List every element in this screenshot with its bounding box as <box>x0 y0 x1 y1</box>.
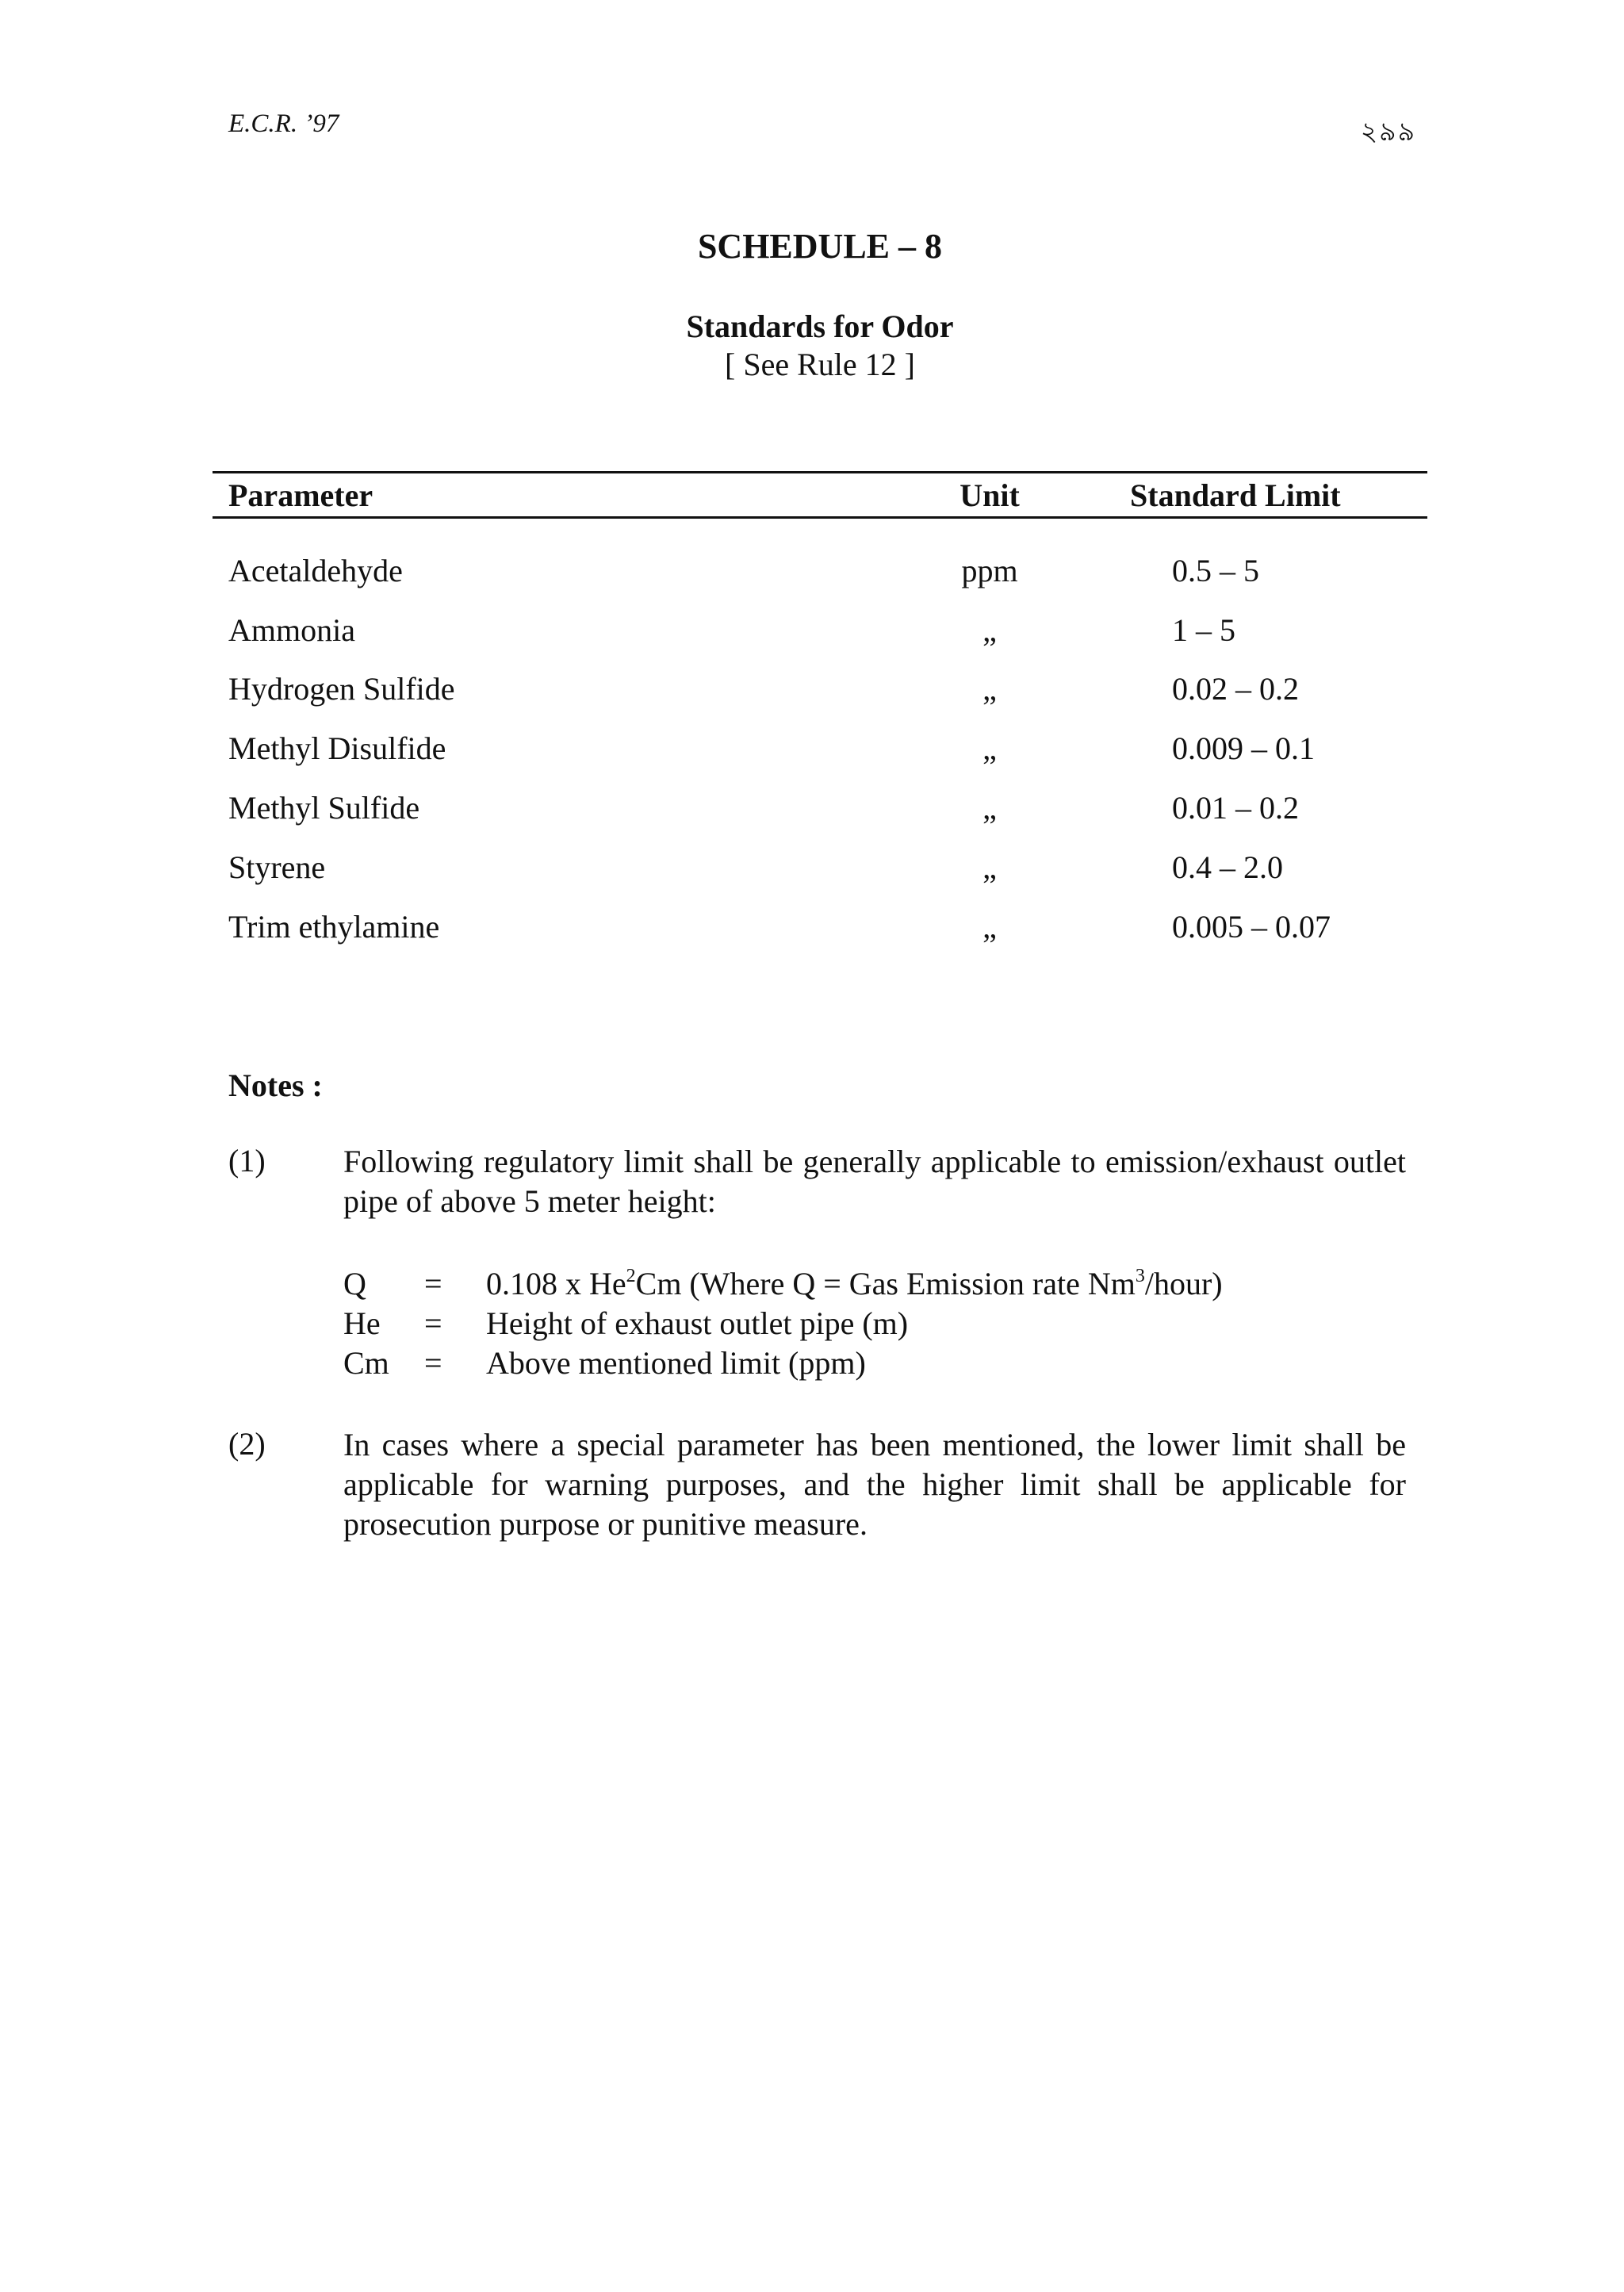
rule-reference: [ See Rule 12 ] <box>725 347 915 382</box>
notes-heading: Notes : <box>228 1067 323 1103</box>
unit-cell: „ <box>982 671 997 707</box>
note-number: (2) <box>228 1426 266 1462</box>
formula-part: /hour) <box>1144 1266 1223 1301</box>
page-number: ২৯৯ <box>1360 118 1416 147</box>
table-row <box>213 552 1427 592</box>
limit-cell: 0.005 – 0.07 <box>1172 909 1331 945</box>
table-body <box>213 519 1427 963</box>
limit-cell: 0.4 – 2.0 <box>1172 849 1283 885</box>
schedule-subtitle: Standards for Odor <box>686 309 954 344</box>
equals-sign: = <box>424 1305 442 1341</box>
note-text: Following regulatory limit shall be generally applicable to emission/exhaust outlet pipe of above 5 meter height: <box>343 1144 1406 1219</box>
equation-symbol: Cm <box>343 1345 389 1381</box>
parameter-cell: Styrene <box>228 849 326 885</box>
table-row <box>213 908 1427 948</box>
parameter-cell: Hydrogen Sulfide <box>228 671 455 707</box>
unit-cell: „ <box>982 790 997 826</box>
superscript: 2 <box>626 1266 636 1286</box>
limit-cell: 0.02 – 0.2 <box>1172 671 1299 707</box>
equation-symbol: He <box>343 1305 381 1341</box>
formula-part: Cm (Where Q = Gas Emission rate Nm <box>635 1266 1136 1301</box>
limit-cell: 0.009 – 0.1 <box>1172 730 1315 766</box>
table-row <box>213 611 1427 651</box>
equation-definition <box>486 1265 1223 1302</box>
unit-cell: „ <box>982 612 997 648</box>
table-row <box>213 849 1427 888</box>
unit-cell: „ <box>982 730 997 766</box>
parameter-cell: Methyl Disulfide <box>228 730 446 766</box>
equation-row <box>343 1344 1406 1384</box>
header-abbreviation: E.C.R. ’97 <box>228 109 339 138</box>
parameter-cell: Ammonia <box>228 612 355 648</box>
note-number: (1) <box>228 1143 266 1179</box>
superscript: 3 <box>1135 1266 1145 1286</box>
formula-part: 0.108 x He <box>486 1266 626 1301</box>
column-header-unit: Unit <box>959 477 1020 513</box>
table-header <box>213 473 1427 516</box>
parameter-cell: Acetaldehyde <box>228 553 403 588</box>
note-text: In cases where a special parameter has been mentioned, the lower limit shall be applicable for warning purposes, and the higher limit shall be applicable for prosecution purpose or punitive measure. <box>343 1427 1406 1542</box>
unit-cell: „ <box>982 909 997 945</box>
column-header-standard-limit: Standard Limit <box>1130 477 1341 513</box>
equation-row <box>343 1305 1406 1344</box>
equals-sign: = <box>424 1345 442 1381</box>
parameter-cell: Trim ethylamine <box>228 909 440 945</box>
equation-row <box>343 1265 1406 1305</box>
equals-sign: = <box>424 1266 442 1301</box>
equation-symbol: Q <box>343 1266 366 1301</box>
parameter-cell: Methyl Sulfide <box>228 790 420 826</box>
table-row <box>213 789 1427 829</box>
unit-cell: „ <box>982 849 997 885</box>
schedule-title: SCHEDULE – 8 <box>697 227 943 266</box>
limit-cell: 0.01 – 0.2 <box>1172 790 1299 826</box>
limit-cell: 1 – 5 <box>1172 612 1235 648</box>
column-header-parameter: Parameter <box>228 477 373 513</box>
equation-definition: Height of exhaust outlet pipe (m) <box>486 1305 909 1341</box>
table-row <box>213 670 1427 710</box>
limit-cell: 0.5 – 5 <box>1172 553 1259 588</box>
odor-standards-table <box>213 471 1427 963</box>
table-row <box>213 730 1427 769</box>
equation-definition: Above mentioned limit (ppm) <box>486 1345 866 1381</box>
unit-cell: ppm <box>961 553 1018 588</box>
